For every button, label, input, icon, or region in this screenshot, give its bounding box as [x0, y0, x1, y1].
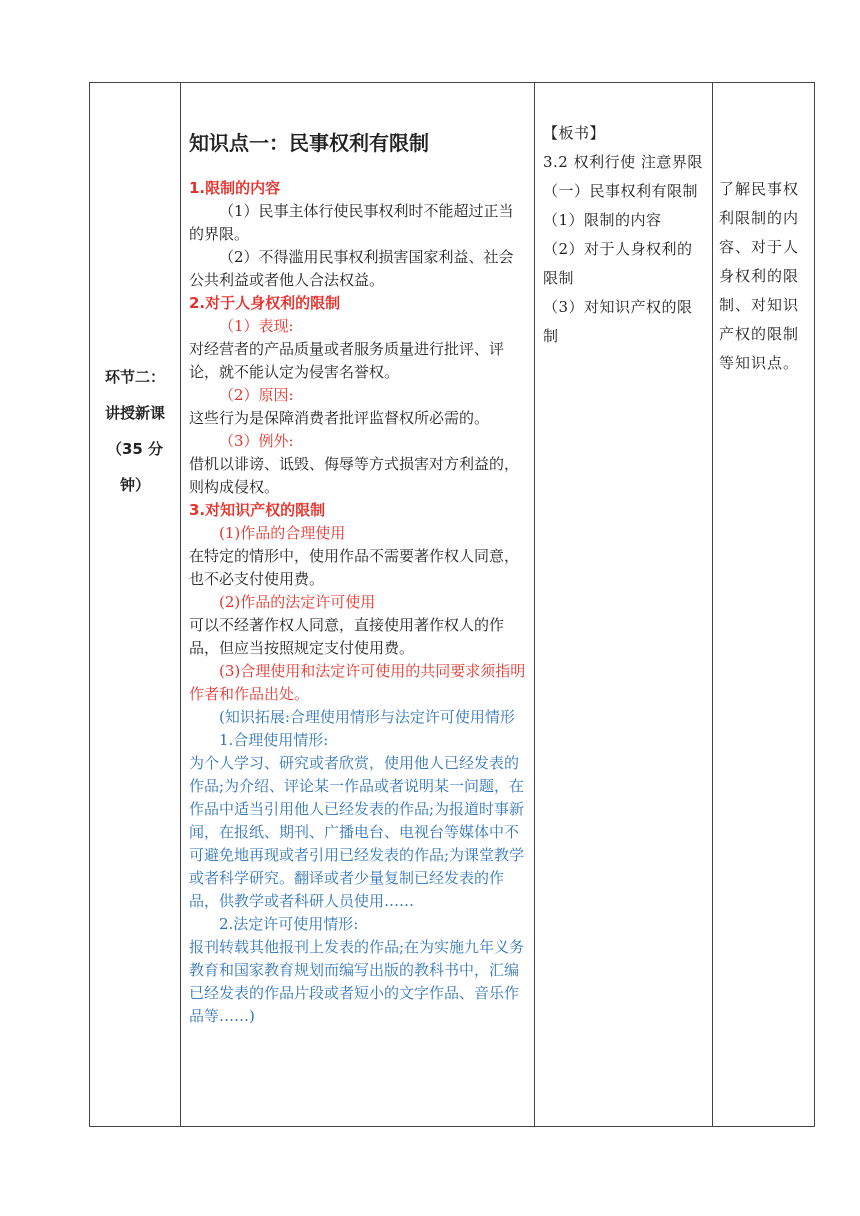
board-line: 3.2 权利行使 注意界限	[543, 153, 703, 171]
section-heading-2: 2.对于人身权利的限制	[189, 294, 341, 312]
board-line: （2）对于人身权利的限制	[543, 240, 693, 287]
section-1-para-1: （1）民事主体行使民事权利时不能超过正当的界限。	[189, 202, 514, 243]
section-3-label-1: (1)作品的合理使用	[219, 524, 346, 542]
goal-text: 了解民事权利限制的内容、对于人身权利的限制、对知识产权的限制等知识点。	[719, 180, 800, 372]
section-3-label-2: (2)作品的法定许可使用	[219, 593, 376, 611]
extension-text-1: 为个人学习、研究或者欣赏，使用他人已经发表的作品;为介绍、评论某一作品或者说明某一问题，在作品中适当引用他人已经发表的作品;为报道时事新闻，在报纸、期刊、广播电台、电视台等媒体中不可避免地再现或者引用已经发表的作品;为课堂教学或者科学研究。翻译或者少量复制已经发表的作品，供教学或者科研人员使用……	[189, 754, 525, 910]
board-label: 【板书】	[543, 124, 606, 142]
section-2-label-3: （3）例外:	[219, 432, 294, 450]
board-cell	[535, 83, 713, 1127]
stage-name: 环节二：	[104, 368, 165, 386]
section-3-label-3: (3)合理使用和法定许可使用的共同要求须指明作者和作品出处。	[189, 662, 526, 703]
section-3-text-1: 在特定的情形中，使用作品不需要著作权人同意，也不必支付使用费。	[189, 547, 520, 588]
extension-text-2: 报刊转载其他报刊上发表的作品;在为实施九年义务教育和国家教育规划而编写出版的教科书中，汇编已经发表的作品片段或者短小的文字作品、音乐作品等……)	[189, 938, 525, 1025]
knowledge-point-title: 知识点一：民事权利有限制	[189, 131, 429, 155]
stage-duration-cont: 钟）	[119, 476, 150, 494]
stage-activity: 讲授新课	[104, 404, 165, 422]
extension-heading-1: 1.合理使用情形:	[219, 731, 329, 749]
board-line: （3）对知识产权的限制	[543, 298, 693, 345]
goal-cell	[713, 83, 815, 1127]
section-2-text-1: 对经营者的产品质量或者服务质量进行批评、评论，就不能认定为侵害名誉权。	[189, 340, 505, 381]
section-heading-3: 3.对知识产权的限制	[189, 501, 326, 519]
stage-duration: （35 分	[106, 440, 164, 458]
section-heading-1: 1.限制的内容	[189, 179, 281, 197]
board-line: （一）民事权利有限制	[543, 182, 699, 200]
stage-cell	[90, 83, 181, 1127]
section-2-label-2: （2）原因:	[219, 386, 294, 404]
extension-intro: (知识拓展:合理使用情形与法定许可使用情形	[219, 708, 515, 726]
lesson-plan-table	[89, 82, 815, 1127]
table-row	[90, 83, 815, 1127]
content-cell	[181, 83, 535, 1127]
extension-heading-2: 2.法定许可使用情形:	[219, 915, 359, 933]
section-2-text-2: 这些行为是保障消费者批评监督权所必需的。	[189, 409, 490, 427]
section-1-para-2: （2）不得滥用民事权利损害国家利益、社会公共利益或者他人合法权益。	[189, 248, 514, 289]
section-2-text-3: 借机以诽谤、诋毁、侮辱等方式损害对方利益的，则构成侵权。	[189, 455, 520, 496]
section-2-label-1: （1）表现:	[219, 317, 294, 335]
board-line: （1）限制的内容	[543, 211, 662, 229]
section-3-text-2: 可以不经著作权人同意，直接使用著作权人的作品，但应当按照规定支付使用费。	[189, 616, 505, 657]
